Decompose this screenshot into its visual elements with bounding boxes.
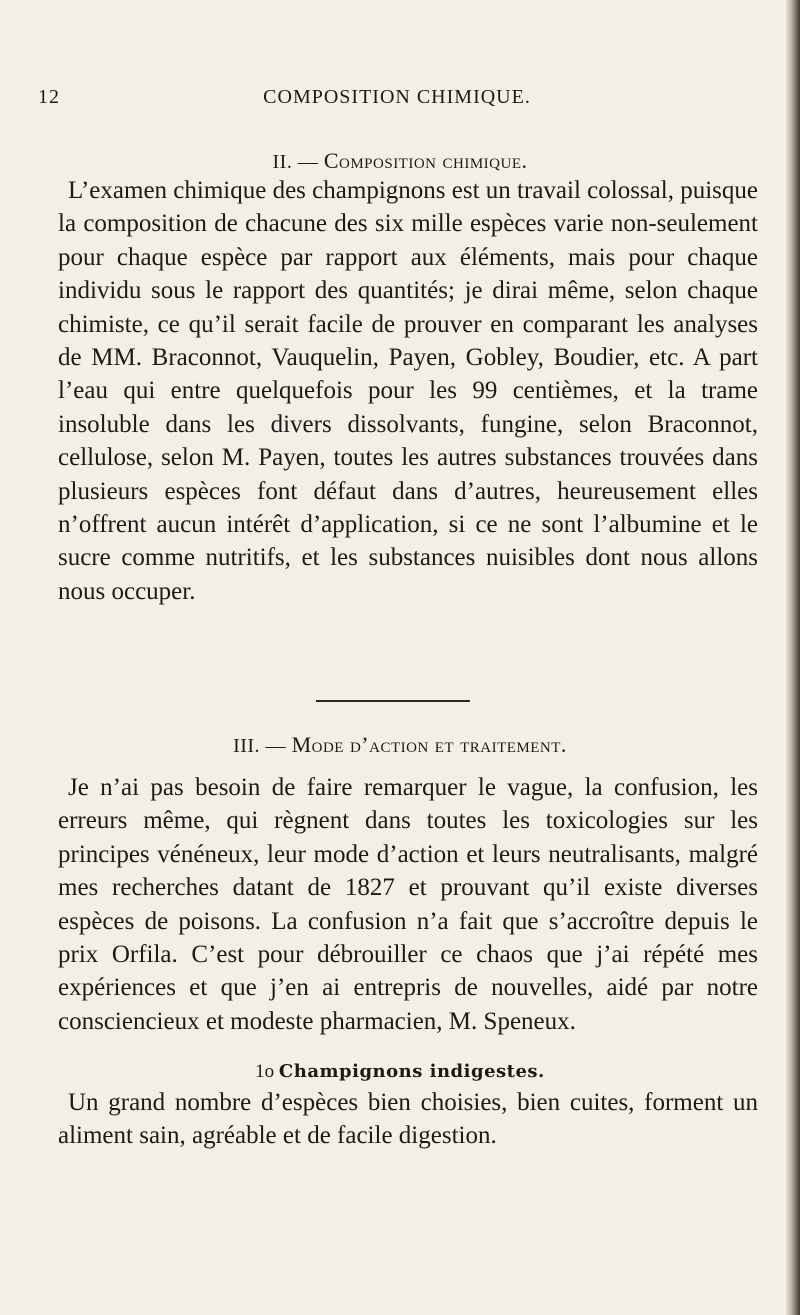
subsection-title: Champignons indigestes. [278, 1061, 545, 1082]
running-title: COMPOSITION CHIMIQUE. [263, 86, 531, 108]
section-heading-ii [0, 148, 800, 174]
section-divider [316, 700, 470, 702]
running-head [38, 86, 756, 116]
paragraph-indigestes: Un grand nombre d’espèces bien choisies, bien cuites, forment un aliment sain, agréable et de facile digestion. [58, 1089, 758, 1150]
section-number: II. — [272, 151, 319, 173]
subsection-number: 1o [255, 1061, 275, 1082]
section-title: Mode d’action et traitement. [291, 732, 567, 757]
section-title: Composition chimique. [323, 148, 528, 173]
subsection-heading [0, 1061, 800, 1083]
section-number: III. — [233, 735, 287, 757]
page-edge-shadow [786, 0, 800, 1315]
paragraph-mode-action: Je n’ai pas besoin de faire remarquer le vague, la confusion, les erreurs même, qui règnent dans toutes les toxicologies sur les principes vénéneux, leur mode d’action et leurs neutralisants, malgré mes recherches datant de 1827 et prouvant qu’il existe diverses espèces de poisons. La confusion n’a fait que s’accroître depuis le prix Orfila. C’est pour débrouiller ce chaos que j’ai répété mes expériences et que j’en ai entrepris de nouvelles, aidé par notre consciencieux et modeste pharmacien, M. Speneux. [58, 774, 758, 1035]
paragraph-composition: L’examen chimique des champignons est un travail colossal, puisque la composition de chacune des six mille espèces varie non-seulement pour chaque espèce par rapport aux éléments, mais pour chaque individu sous le rapport des quantités; je dirai même, selon chaque chimiste, ce qu’il serait facile de prouver en comparant les analyses de MM. Braconnot, Vauquelin, Payen, Gobley, Boudier, etc. A part l’eau qui entre quelquefois pour les 99 centièmes, et la trame insoluble dans les divers dissolvants, fungine, selon Braconnot, cellulose, selon M. Payen, toutes les autres substances trouvées dans plusieurs espèces font défaut dans d’autres, heureusement elles n’offrent aucun intérêt d’application, si ce ne sont l’albumine et le sucre comme nutritifs, et les substances nuisibles dont nous allons nous occuper. [58, 177, 758, 605]
page-number: 12 [38, 86, 60, 108]
section-heading-iii [0, 732, 800, 758]
